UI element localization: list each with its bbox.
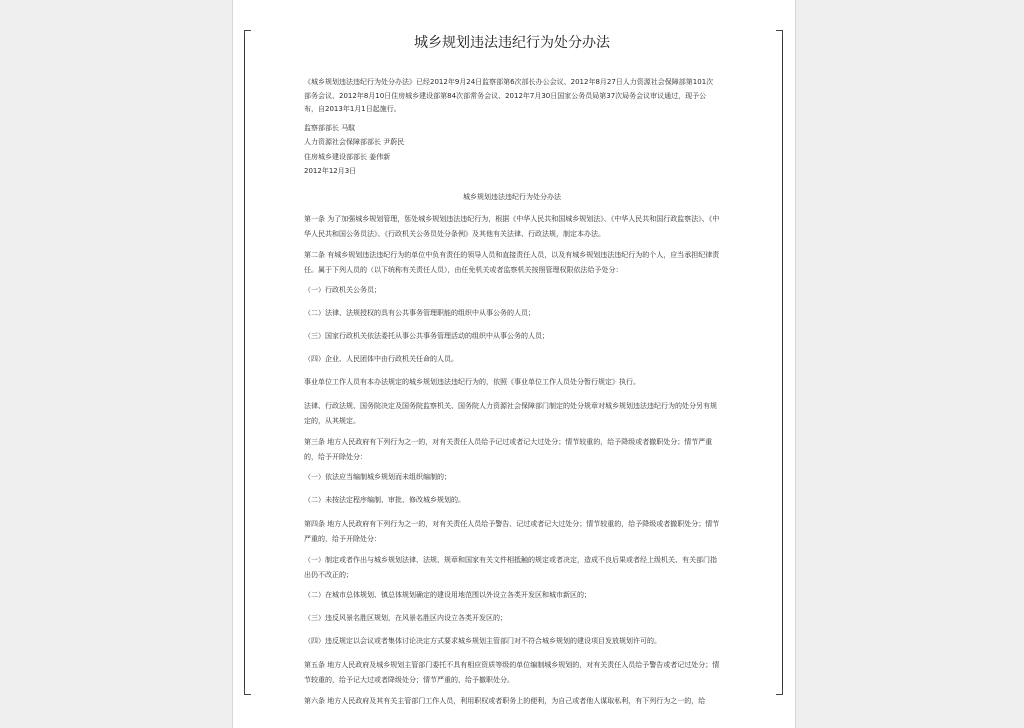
article-paragraph: 事业单位工作人员有本办法规定的城乡规划违法违纪行为的，依照《事业单位工作人员处分暂行规定》执行。 <box>304 377 640 386</box>
corner-mark-bottom-right <box>776 688 783 695</box>
article-paragraph: 第四条 地方人民政府有下列行为之一的，对有关责任人员给予警告、记过或者记大过处分；情节较重的，给予降级或者撤职处分；情节严重的，给予开除处分： <box>304 519 720 543</box>
list-item: （二）未按法定程序编制、审批、修改城乡规划的。 <box>304 495 465 504</box>
list-item: （二）在城市总体规划、镇总体规划确定的建设用地范围以外设立各类开发区和城市新区的； <box>304 590 591 599</box>
list-item: （三）国家行政机关依法委托从事公共事务管理活动的组织中从事公务的人员； <box>304 331 549 340</box>
article-paragraph: 法律、行政法规、国务院决定及国务院监察机关、国务院人力资源社会保障部门制定的处分规章对城乡规划违法违纪行为的处分另有规定的，从其规定。 <box>304 401 717 425</box>
document-title: 城乡规划违法违纪行为处分办法 <box>414 35 610 51</box>
signatory-line: 人力资源社会保障部部长 尹蔚民 <box>304 138 405 146</box>
page-border-right <box>782 30 783 694</box>
signatory-line: 监察部部长 马馼 <box>304 123 356 132</box>
article-paragraph: 第五条 地方人民政府及城乡规划主管部门委托不具有相应资质等级的单位编制城乡规划的，对有关责任人员给予警告或者记过处分；情节较重的，给予记大过或者降级处分；情节严重的，给予撤职处分。 <box>304 660 720 684</box>
list-item: （一）制定或者作出与城乡规划法律、法规、规章和国家有关文件相抵触的规定或者决定，造成不良后果或者经上级机关、有关部门指出仍不改正的； <box>304 555 717 579</box>
signature-date: 2012年12月3日 <box>304 167 357 175</box>
list-item: （四）企业、人民团体中由行政机关任命的人员。 <box>304 354 458 363</box>
list-item: （三）违反风景名胜区规划，在风景名胜区内设立各类开发区的； <box>304 613 507 622</box>
section-subtitle: 城乡规划违法违纪行为处分办法 <box>463 192 561 201</box>
corner-mark-top-right <box>776 30 783 37</box>
corner-mark-top-left <box>244 30 251 37</box>
document-body <box>304 34 720 714</box>
intro-paragraph: 《城乡规划违法违纪行为处分办法》已经2012年9月24日监察部第6次部长办公会议、2012年8月27日人力资源社会保障部第101次部务会议、2012年8月10日住房城乡建设部第84次部常务会议、2012年7月30日国家公务员局第37次局务会议审议通过，现予公布，自2013年1月1日起施行。 <box>304 78 714 113</box>
page-border-left <box>244 30 245 694</box>
article-paragraph: 第二条 有城乡规划违法违纪行为的单位中负有责任的领导人员和直接责任人员，以及有城乡规划违法违纪行为的个人，应当承担纪律责任。属于下列人员的（以下统称有关责任人员），由任免机关或者监察机关按照管理权限依法给予处分： <box>304 250 720 274</box>
signature-block <box>304 121 720 179</box>
corner-mark-bottom-left <box>244 688 251 695</box>
list-item: （四）违反规定以会议或者集体讨论决定方式要求城乡规划主管部门对不符合城乡规划的建设项目发放规划许可的。 <box>304 636 661 645</box>
article-paragraph: 第一条 为了加强城乡规划管理，惩处城乡规划违法违纪行为，根据《中华人民共和国城乡规划法》、《中华人民共和国行政监察法》、《中华人民共和国公务员法》、《行政机关公务员处分条例》及其他有关法律、行政法规，制定本办法。 <box>304 214 720 238</box>
article-paragraph: 第六条 地方人民政府及其有关主管部门工作人员，利用职权或者职务上的便利，为自己或者他人谋取私利，有下列行为之一的，给 <box>304 696 706 705</box>
list-item: （一）依法应当编制城乡规划而未组织编制的； <box>304 472 451 481</box>
article-paragraph: 第三条 地方人民政府有下列行为之一的，对有关责任人员给予记过或者记大过处分；情节较重的，给予降级或者撤职处分；情节严重的，给予开除处分： <box>304 437 713 461</box>
signatory-line: 住房城乡建设部部长 姜伟新 <box>304 152 391 161</box>
list-item: （二）法律、法规授权的具有公共事务管理职能的组织中从事公务的人员； <box>304 308 535 317</box>
list-item: （一）行政机关公务员； <box>304 285 381 294</box>
